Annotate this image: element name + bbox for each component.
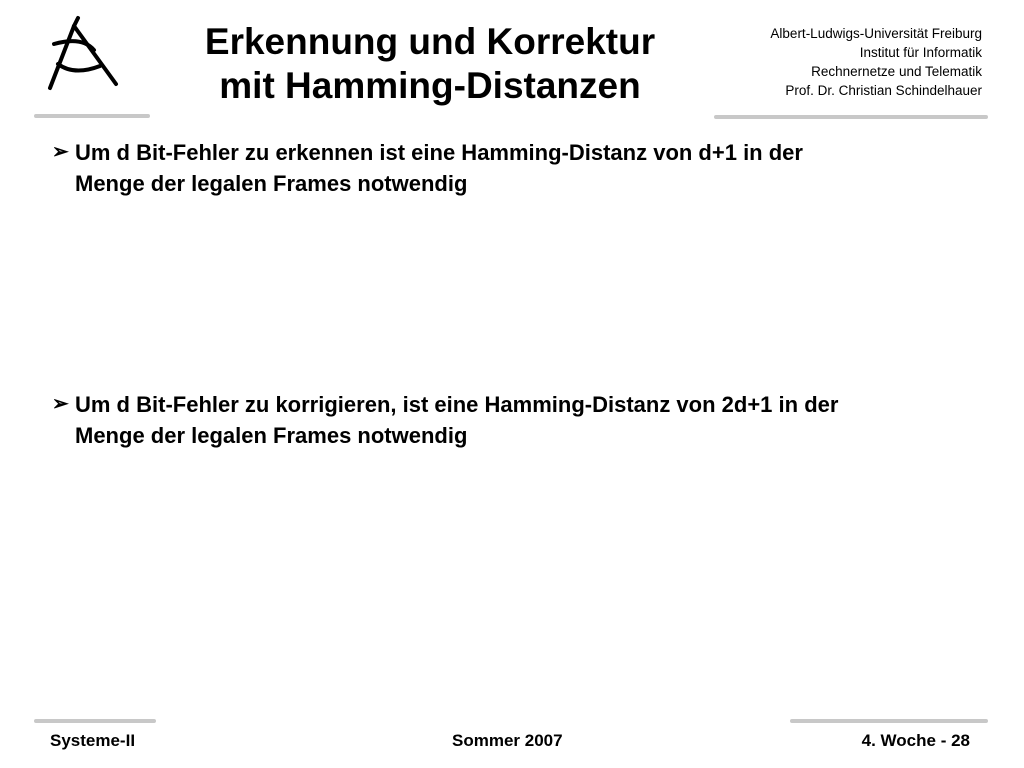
bullet-line-2: Menge der legalen Frames notwendig xyxy=(75,423,468,448)
title-line-2: mit Hamming-Distanzen xyxy=(219,65,641,106)
title-line-1: Erkennung und Korrektur xyxy=(204,21,656,62)
header-rule-left xyxy=(34,114,150,118)
arrow-bullet-icon: ➢ xyxy=(52,141,69,163)
affiliation-professor: Prof. Dr. Christian Schindelhauer xyxy=(785,83,982,98)
bullet-text xyxy=(75,389,982,451)
affiliation-group: Rechnernetze und Telematik xyxy=(811,64,982,79)
university-logo xyxy=(44,14,124,94)
affiliation-university: Albert-Ludwigs-Universität Freiburg xyxy=(770,26,982,41)
bullet-line-1: Um d Bit-Fehler zu korrigieren, ist eine Hamming-Distanz von 2d+1 in der xyxy=(75,392,839,417)
footer-semester: Sommer 2007 xyxy=(452,731,563,750)
footer-rule-left xyxy=(34,719,156,723)
slide-title xyxy=(160,20,700,108)
affiliation-block xyxy=(662,24,982,100)
footer-page-number: 4. Woche - 28 xyxy=(861,731,970,750)
bullet-item xyxy=(52,137,982,199)
footer-rule-right xyxy=(790,719,988,723)
arrow-bullet-icon: ➢ xyxy=(52,393,69,415)
bullet-line-2: Menge der legalen Frames notwendig xyxy=(75,171,468,196)
affiliation-institute: Institut für Informatik xyxy=(859,45,982,60)
bullet-line-1: Um d Bit-Fehler zu erkennen ist eine Hamming-Distanz von d+1 in der xyxy=(75,140,803,165)
bullet-item xyxy=(52,389,982,451)
footer-course: Systeme-II xyxy=(50,731,136,750)
bullet-text xyxy=(75,137,982,199)
header-rule-right xyxy=(714,115,988,119)
